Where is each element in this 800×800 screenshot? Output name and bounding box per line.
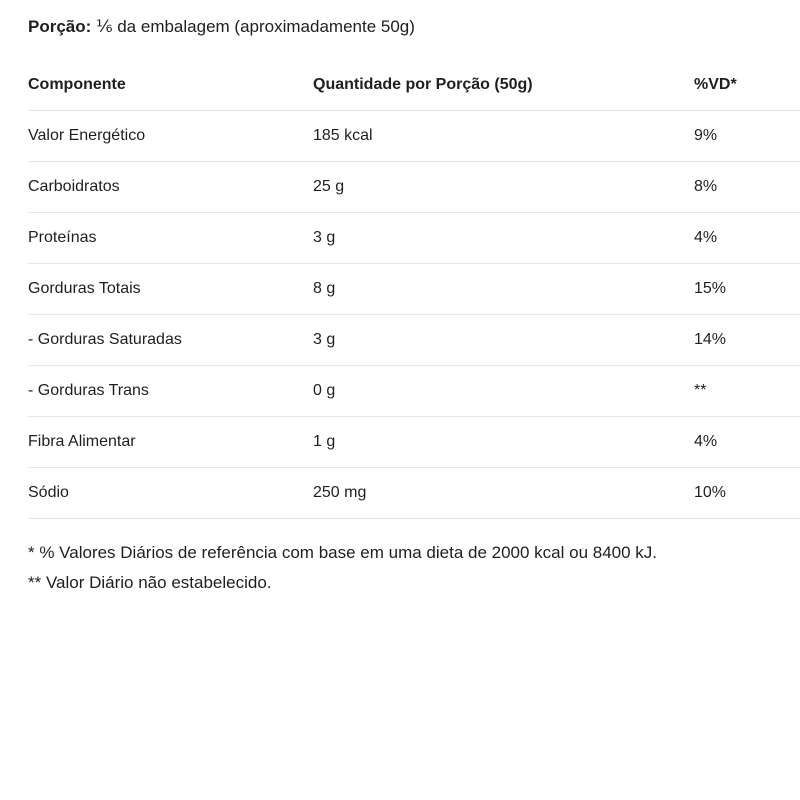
header-vd: %VD* [694, 76, 737, 93]
footnote-not-established: ** Valor Diário não estabelecido. [28, 573, 272, 592]
component-vd: 8% [694, 178, 718, 195]
table-header-row [28, 60, 800, 111]
portion-label: Porção: [28, 17, 92, 36]
component-name: Valor Energético [28, 127, 146, 144]
footnotes [28, 538, 657, 598]
component-name: Sódio [28, 484, 69, 501]
header-quantidade: Quantidade por Porção (50g) [313, 76, 533, 93]
component-amount: 250 mg [313, 484, 367, 501]
component-name: Proteínas [28, 229, 97, 246]
component-name: - Gorduras Saturadas [28, 331, 182, 348]
table-row [28, 162, 800, 213]
component-vd: 10% [694, 484, 727, 501]
component-amount: 3 g [313, 229, 336, 246]
footnote-vd-reference: * % Valores Diários de referência com base em uma dieta de 2000 kcal ou 8400 kJ. [28, 543, 658, 562]
component-amount: 0 g [313, 382, 336, 399]
nutrition-table [28, 60, 800, 519]
table-row [28, 366, 800, 417]
component-name: - Gorduras Trans [28, 382, 149, 399]
component-amount: 25 g [313, 178, 345, 195]
table-row [28, 264, 800, 315]
table-row [28, 468, 800, 519]
component-amount: 1 g [313, 433, 336, 450]
portion-text: ⅙ da embalagem (aproximadamente 50g) [96, 17, 415, 36]
component-name: Gorduras Totais [28, 280, 141, 297]
table-row [28, 315, 800, 366]
component-amount: 8 g [313, 280, 336, 297]
component-vd: 9% [694, 127, 718, 144]
component-vd: ** [694, 382, 707, 399]
component-vd: 14% [694, 331, 727, 348]
component-amount: 185 kcal [313, 127, 373, 144]
component-vd: 4% [694, 433, 718, 450]
table-row [28, 213, 800, 264]
component-amount: 3 g [313, 331, 336, 348]
component-name: Fibra Alimentar [28, 433, 136, 450]
component-vd: 4% [694, 229, 718, 246]
header-componente: Componente [28, 76, 126, 93]
table-row [28, 111, 800, 162]
component-vd: 15% [694, 280, 727, 297]
table-row [28, 417, 800, 468]
portion-line [28, 16, 415, 38]
component-name: Carboidratos [28, 178, 120, 195]
